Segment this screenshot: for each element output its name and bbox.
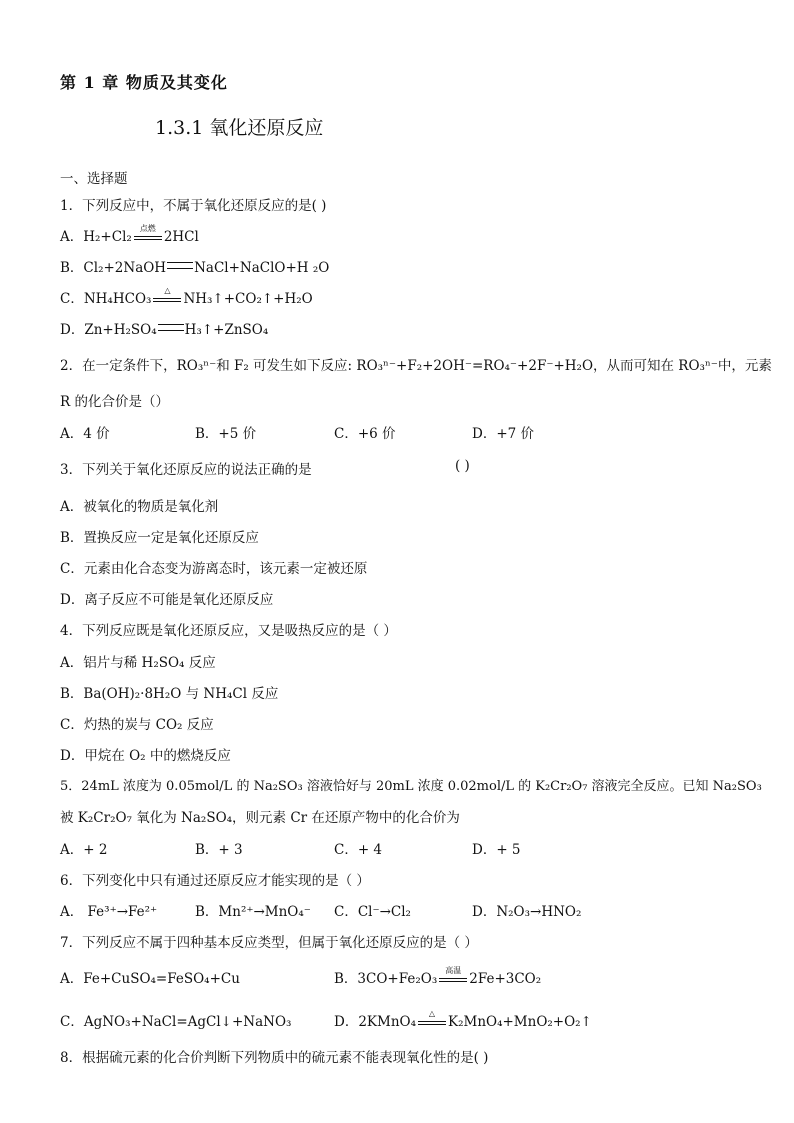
q1-option-c: C．NH₄HCO₃ △ NH₃↑+CO₂↑+H₂O	[60, 286, 313, 307]
heat-condition-arrow: △	[417, 1012, 447, 1028]
q4-option-c: C．灼热的炭与 CO₂ 反应	[60, 717, 214, 733]
q6-option-d: D．N₂O₃→HNO₂	[472, 904, 582, 920]
q2-option-c: C．+6 价	[334, 426, 396, 442]
equals-sign	[158, 324, 184, 331]
q5-option-c: C．+ 4	[334, 842, 383, 858]
q3-option-c: C．元素由化合态变为游离态时，该元素一定被还原	[60, 561, 368, 577]
reaction-condition-arrow: 点燃	[133, 227, 163, 243]
q7-option-b: B．3CO+Fe₂O₃ 高温 2Fe+3CO₂	[334, 966, 542, 987]
q2-option-b: B．+5 价	[195, 426, 257, 442]
q7-option-d: D．2KMnO₄ △ K₂MnO₄+MnO₂+O₂↑	[334, 1009, 592, 1030]
q7-stem: 7．下列反应不属于四种基本反应类型，但属于氧化还原反应的是（ ）	[60, 935, 478, 951]
chapter-heading: 第 1 章 物质及其变化	[60, 73, 228, 92]
q1-option-b: B．Cl₂+2NaOH NaCl+NaClO+H ₂O	[60, 260, 330, 276]
part-title: 一、选择题	[60, 171, 128, 187]
q5-option-d: D．+ 5	[472, 842, 521, 858]
q3-option-a: A．被氧化的物质是氧化剂	[60, 499, 219, 515]
q1-stem: 1．下列反应中，不属于氧化还原反应的是( )	[60, 198, 327, 214]
q5-stem-line2: 被 K₂Cr₂O₇ 氧化为 Na₂SO₄，则元素 Cr 在还原产物中的化合价为	[60, 810, 460, 826]
q2-stem-line2: R 的化合价是（）	[60, 394, 169, 410]
q2-equation: RO₃ⁿ⁻+F₂+2OH⁻=RO₄⁻+2F⁻+H₂O	[356, 358, 594, 374]
q7-option-c: C．AgNO₃+NaCl=AgCl↓+NaNO₃	[60, 1014, 292, 1030]
q3-option-d: D．离子反应不可能是氧化还原反应	[60, 592, 274, 608]
section-title: 1.3.1 氧化还原反应	[155, 117, 324, 139]
q4-stem: 4．下列反应既是氧化还原反应，又是吸热反应的是（ ）	[60, 623, 397, 639]
q3-option-b: B．置换反应一定是氧化还原反应	[60, 530, 259, 546]
q6-option-c: C．Cl⁻→Cl₂	[334, 904, 411, 920]
q2-stem: 2．在一定条件下，RO₃ⁿ⁻和 F₂ 可发生如下反应: RO₃ⁿ⁻+F₂+2OH⁻=RO₄⁻+2F⁻+H₂O，从而可知在 RO₃ⁿ⁻中，元素	[60, 358, 772, 374]
q8-stem: 8．根据硫元素的化合价判断下列物质中的硫元素不能表现氧化性的是( )	[60, 1050, 489, 1066]
q2-option-a: A．4 价	[60, 426, 110, 442]
q4-option-a: A．铝片与稀 H₂SO₄ 反应	[60, 655, 216, 671]
q5-option-a: A．+ 2	[60, 842, 108, 858]
q4-option-b: B．Ba(OH)₂·8H₂O 与 NH₄Cl 反应	[60, 686, 279, 702]
q1-option-a: A．H₂+Cl₂ 点燃 2HCl	[60, 224, 199, 245]
q1-option-d: D．Zn+H₂SO₄ H₃↑+ZnSO₄	[60, 322, 269, 338]
q6-option-a: A． Fe³⁺→Fe²⁺	[60, 904, 158, 920]
q7-option-a: A．Fe+CuSO₄=FeSO₄+Cu	[60, 971, 240, 987]
q3-stem: 3．下列关于氧化还原反应的说法正确的是	[60, 462, 312, 478]
q3-answer-paren: ( )	[455, 458, 470, 474]
q4-option-d: D．甲烷在 O₂ 中的燃烧反应	[60, 748, 231, 764]
q2-option-d: D．+7 价	[472, 426, 535, 442]
equals-sign	[167, 262, 193, 269]
q6-option-b: B．Mn²⁺→MnO₄⁻	[195, 904, 311, 920]
heat-condition-arrow: △	[152, 289, 182, 305]
q6-stem: 6．下列变化中只有通过还原反应才能实现的是（ ）	[60, 873, 370, 889]
q5-stem-line1: 5．24mL 浓度为 0.05mol/L 的 Na₂SO₃ 溶液恰好与 20mL 浓度 0.02mol/L 的 K₂Cr₂O₇ 溶液完全反应。已知 Na₂SO₃	[60, 779, 762, 794]
high-temperature-condition-arrow: 高温	[438, 969, 468, 985]
q5-option-b: B．+ 3	[195, 842, 243, 858]
